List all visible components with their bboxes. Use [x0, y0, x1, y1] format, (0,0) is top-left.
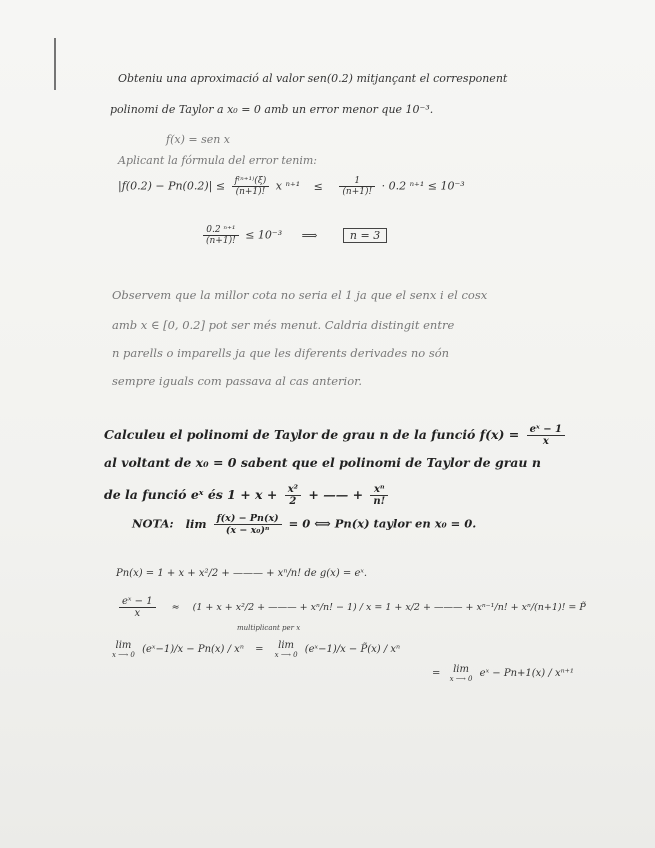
error2-frac-num: 1 [339, 176, 375, 187]
approx-expression: (1 + x + x²/2 + ——— + xⁿ/n! − 1) / x = 1 + x/2 + ——— + xⁿ⁻¹/n! + xⁿ/(n+1)! = P̃ [192, 602, 586, 613]
approx-fraction [119, 596, 156, 619]
p2-l3-den1: 2 [289, 496, 297, 507]
problem2-statement-line1 [104, 424, 568, 447]
ineq-frac-den: (n+1)! [206, 236, 236, 246]
error-tail: · 0.2 ⁿ⁺¹ ≤ 10⁻³ [381, 179, 465, 193]
p2-l3-mid: + —— + [308, 487, 364, 502]
approx-symbol: ≈ [171, 602, 180, 613]
limit-1 [112, 640, 135, 659]
limit-3 [450, 664, 473, 683]
limit-3-word: lim [453, 664, 469, 675]
note-label: NOTA: [132, 516, 174, 531]
error-fraction [232, 176, 270, 197]
problem2-statement-line2: al voltant de x₀ = 0 sabent que el polinomi de Taylor de grau n [104, 455, 541, 470]
limit-3-expr: eˣ − Pn+1(x) / xⁿ⁺¹ [479, 668, 574, 679]
problem1-statement-line2: polinomi de Taylor a x₀ = 0 amb un error menor que 10⁻³. [110, 103, 434, 116]
error2-frac-den: (n+1)! [342, 187, 373, 197]
limit-2-sub: x ⟶ 0 [274, 651, 298, 659]
problem2-function-fraction [527, 424, 565, 447]
error-le: ≤ [313, 179, 323, 193]
approximation-line [116, 596, 586, 619]
limit-1-sub: x ⟶ 0 [112, 651, 135, 659]
applying-error-formula: Aplicant la fórmula del error tenim: [118, 154, 317, 167]
p2-frac-den: x [542, 436, 549, 447]
equals-2: = [432, 668, 441, 679]
limit-line [112, 640, 400, 659]
p2-l3-num2: xⁿ [370, 484, 388, 496]
limit-1-expr: (eˣ−1)/x − Pn(x) / xⁿ [142, 644, 244, 655]
note-frac-den: (x − x₀)ⁿ [225, 525, 270, 536]
error-x-power: x ⁿ⁺¹ [275, 179, 301, 193]
answer-box: n = 3 [343, 228, 387, 243]
error-frac-den: (n+1)! [235, 187, 266, 197]
error-lhs: |f(0.2) − Pn(0.2)| ≤ [118, 179, 226, 193]
implies-arrow: ⟹ [301, 228, 318, 242]
p2-frac-num: eˣ − 1 [527, 424, 565, 436]
pn-definition: Pn(x) = 1 + x + x²/2 + ——— + xⁿ/n! de g(x) = eˣ. [116, 568, 368, 579]
approx-frac-num: eˣ − 1 [119, 596, 156, 608]
multiply-note: multiplicant per x [237, 624, 301, 632]
observation-line3: n parells o imparells ja que les diferents derivades no són [112, 346, 450, 360]
limit-line-2 [432, 664, 574, 683]
limit-1-word: lim [115, 640, 132, 651]
error-fraction-2 [339, 176, 375, 197]
ineq-tail: ≤ 10⁻³ [245, 228, 283, 242]
approx-frac-den: x [134, 608, 141, 619]
limit-2-expr: (eˣ−1)/x − P̃(x) / xⁿ [304, 644, 401, 655]
p2-l3-text: de la funció eˣ és 1 + x + [104, 487, 278, 502]
note-fraction [214, 513, 282, 536]
note-frac-num: f(x) − Pn(x) [214, 513, 282, 525]
observation-line1: Observem que la millor cota no seria el 1 ja que el senx i el cosx [112, 288, 488, 302]
p2-l3-frac1 [285, 484, 301, 507]
limit-2-word: lim [278, 640, 295, 651]
problem1-statement-line1: Obteniu una aproximació al valor sen(0.2) mitjançant el corresponent [118, 72, 508, 85]
problem2-l1-text: Calculeu el polinomi de Taylor de grau n de la funció f(x) = [104, 427, 520, 442]
error-bound-equation [118, 176, 465, 197]
note-line [132, 513, 476, 536]
inequality-solve [200, 225, 387, 246]
margin-pen-mark [54, 38, 56, 90]
error-frac-num: f⁽ⁿ⁺¹⁾(ξ) [232, 176, 270, 187]
observation-line2: amb x ∈ [0, 0.2] pot ser més menut. Caldria distingit entre [112, 318, 455, 332]
note-lim: lim [185, 516, 207, 531]
observation-line4: sempre iguals com passava al cas anterior. [112, 374, 363, 388]
function-definition: f(x) = sen x [166, 133, 231, 146]
p2-l3-num1: x² [285, 484, 301, 496]
limit-2 [275, 640, 298, 659]
ineq-frac-num: 0.2 ⁿ⁺¹ [203, 225, 239, 236]
note-tail: = 0 ⟺ Pn(x) taylor en x₀ = 0. [288, 516, 477, 531]
equals-1: = [255, 644, 264, 655]
p2-l3-frac2 [370, 484, 388, 507]
problem2-statement-line3 [104, 484, 391, 507]
limit-3-sub: x ⟶ 0 [449, 675, 473, 683]
p2-l3-den2: n! [373, 496, 386, 507]
ineq-fraction [203, 225, 239, 246]
